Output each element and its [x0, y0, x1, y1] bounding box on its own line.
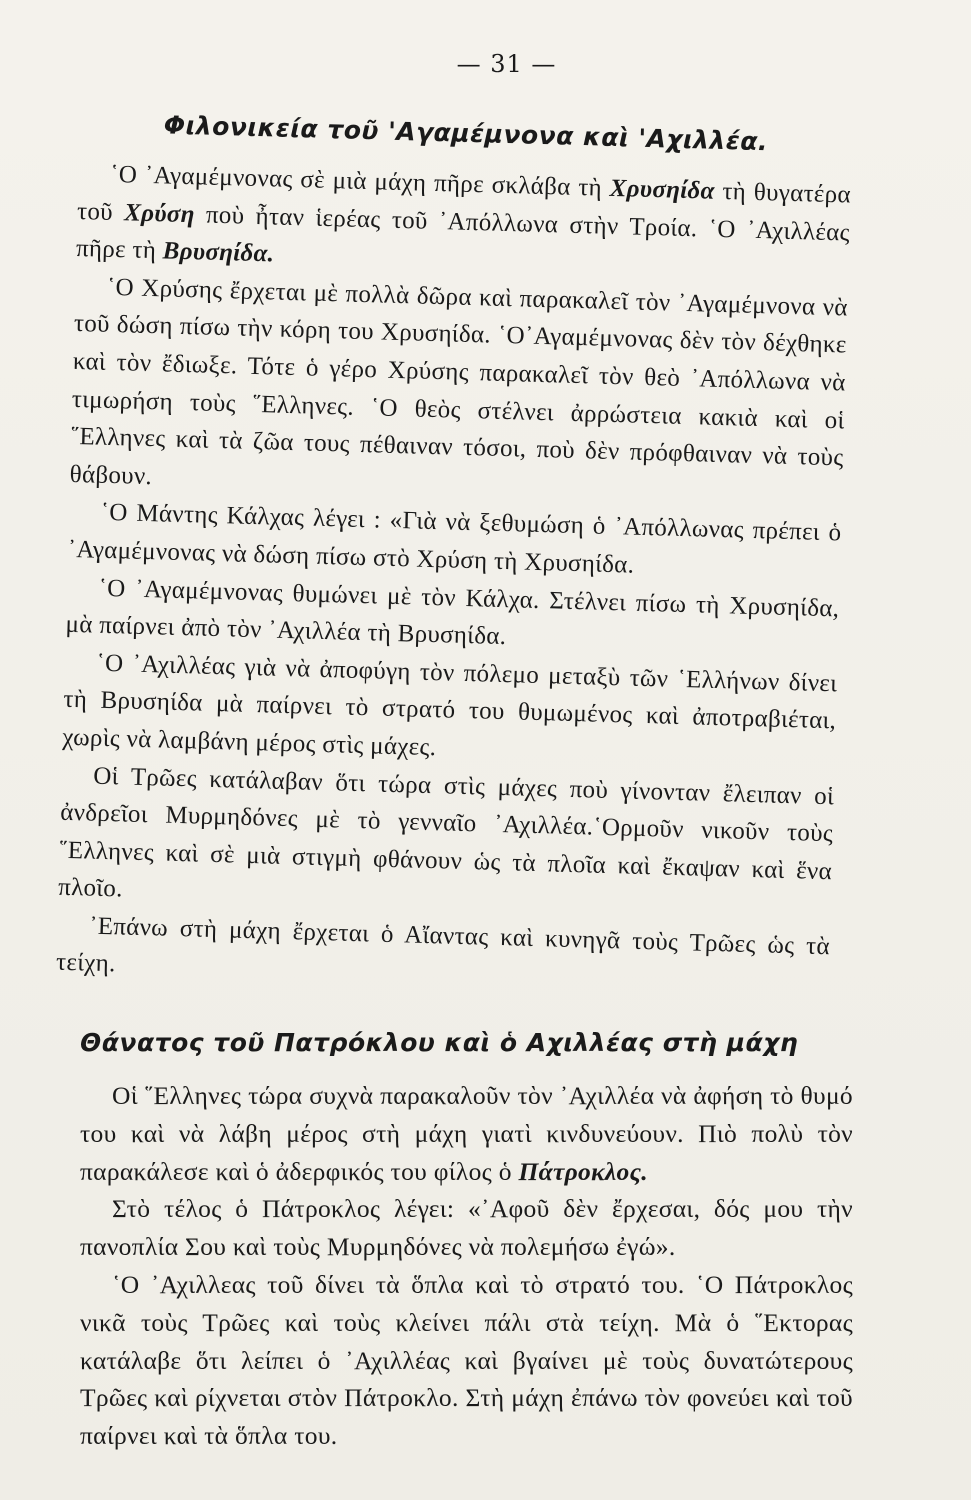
- section-patroclus: [80, 1028, 853, 1455]
- paragraph-text: ῾Ο ᾿Αχιλλέας γιὰ νὰ ἀποφύγη τὸν πόλεμο μεταξὺ τῶν ῾Ελλήνων δίνει τὴ Βρυσηίδα μὰ παίρνει τὸ στρατό του θυμωμένος καὶ ἀποτραβιέται, χωρὶς νὰ λαμβάνη μέρος στὶς μάχες.: [62, 649, 838, 762]
- paragraph: [80, 1077, 853, 1190]
- paragraph-text: Οἱ ῞Ελληνες τώρα συχνὰ παρακαλοῦν τὸν ᾿Αχιλλέα νὰ ἀφήση τὸ θυμό του καὶ νὰ λάβη μέρος στὴ μάχη γιατὶ κινδυνεύουν. Πιὸ πολὺ τὸν παρακάλεσε καὶ ὁ ἀδερφικός του φίλος ὁ: [80, 1081, 853, 1186]
- paragraph-text: ῾Ο Χρύσης ἔρχεται μὲ πολλὰ δῶρα καὶ παρακαλεῖ τὸν ᾿Αγαμέμνονα νὰ τοῦ δώση πίσω τὴν κόρη του Χρυσηίδα. ῾Ο᾿Αγαμέμνονας δὲν τὸν δέχθηκε καὶ τὸν ἔδιωξε. Τότε ὁ γέρο Χρύσης παρακαλεῖ τὸν θεὸ ᾿Απόλλωνα νὰ τιμωρήση τοὺς ῞Ελληνες. ῾Ο θεὸς στέλνει ἀρρώστεια κακιὰ καὶ οἱ ῞Ελληνες καὶ τὰ ζῶα τους πέθαιναν τόσοι, ποὺ δὲν πρόφθαιναν νὰ τοὺς θάβουν.: [69, 273, 849, 490]
- proper-name: Πάτροκλος.: [518, 1156, 648, 1186]
- paragraph-text: Στὸ τέλος ὁ Πάτροκλος λέγει: «᾿Αφοῦ δὲν ἔρχεσαι, δός μου τὴν πανοπλία Σου καὶ τοὺς Μυρμηδόνες νὰ πολεμήσω ἐγώ».: [80, 1194, 853, 1262]
- paragraph-text: Οἱ Τρῶες κατάλαβαν ὅτι τώρα στὶς μάχες ποὺ γίνονταν ἔλειπαν οἱ ἀνδρεῖοι Μυρμηδόνες μὲ τὸ γενναῖο ᾿Αχιλλέα.῾Ορμοῦν νικοῦν τοὺς ῞Ελληνες καὶ σὲ μιὰ στιγμὴ φθάνουν ὡς τὰ πλοῖα καὶ ἔκαψαν καὶ ἕνα πλοῖο.: [57, 762, 835, 903]
- paragraph-text: ᾿Επάνω στὴ μάχη ἔρχεται ὁ Αἴαντας καὶ κυνηγᾶ τοὺς Τρῶες ὡς τὰ τείχη.: [55, 912, 831, 978]
- section-title-patroclus: Θάνατος τοῦ Πατρόκλου καὶ ὁ Αχιλλέας στὴ μάχη: [80, 1028, 799, 1058]
- paragraph-text: τὴ θυγατέρα τοῦ: [76, 177, 852, 226]
- paragraph-text: ῾Ο ᾿Αχιλλεας τοῦ δίνει τὰ ὅπλα καὶ τὸ στρατό του. ῾Ο Πάτροκλος νικᾶ τοὺς Τρῶες καὶ τοὺς κλείνει πάλι στὰ τείχη. Μὰ ὁ ῞Εκτορας κατάλαβε ὅτι λείπει ὁ ᾿Αχιλλέας καὶ βγαίνει μὲ τοὺς δυνατώτερους Τρῶες καὶ ρίχνεται στὸν Πάτροκλο. Στὴ μάχη ἐπάνω τὸν φονεύει καὶ τοῦ παίρνει καὶ τὰ ὅπλα του.: [80, 1270, 853, 1451]
- paragraph: [69, 268, 848, 515]
- paragraph: [62, 644, 838, 778]
- paragraph: [80, 1190, 853, 1266]
- section-body-quarrel: [56, 155, 852, 1003]
- paragraph: [80, 1266, 853, 1455]
- section-body-patroclus: [80, 1077, 853, 1455]
- paragraph-text: ῾Ο ᾿Αγαμέμνονας θυμώνει μὲ τὸν Κάλχα. Στέλνει πίσω τὴ Χρυσηίδα, μὰ παίρνει ἀπὸ τὸν ᾿Αχιλλέα τὴ Βρυσηίδα.: [65, 574, 840, 651]
- proper-name: Βρυσηίδα.: [162, 237, 275, 268]
- paragraph-text: ῾Ο ᾿Αγαμέμνονας σὲ μιὰ μάχη πῆρε σκλάβα τὴ: [109, 160, 611, 202]
- paragraph-text: ποὺ ἦταν ἱερέας τοῦ ᾿Απόλλωνα στὴν Τροία. ῾Ο ᾿Αχιλλέας πῆρε τὴ: [75, 200, 851, 265]
- section-quarrel: [56, 108, 853, 1003]
- paragraph: [58, 756, 835, 928]
- section-title-quarrel: Φιλονικεία τοῦ 'Αγαμέμνονα καὶ 'Αχιλλέα.: [163, 110, 769, 157]
- proper-name: Χρύση: [123, 198, 196, 228]
- paragraph-text: ῾Ο Μάντης Κάλχας λέγει : «Γιὰ νὰ ξεθυμώση ὁ ᾿Απόλλωνας πρέπει ὁ ᾿Αγαμέμνονας νὰ δώση πίσω στὸ Χρύση τὴ Χρυσηίδα.: [67, 499, 842, 579]
- paragraph: [76, 155, 852, 289]
- page-number: — 31 —: [456, 50, 557, 78]
- proper-name: Χρυσηίδα: [609, 174, 716, 205]
